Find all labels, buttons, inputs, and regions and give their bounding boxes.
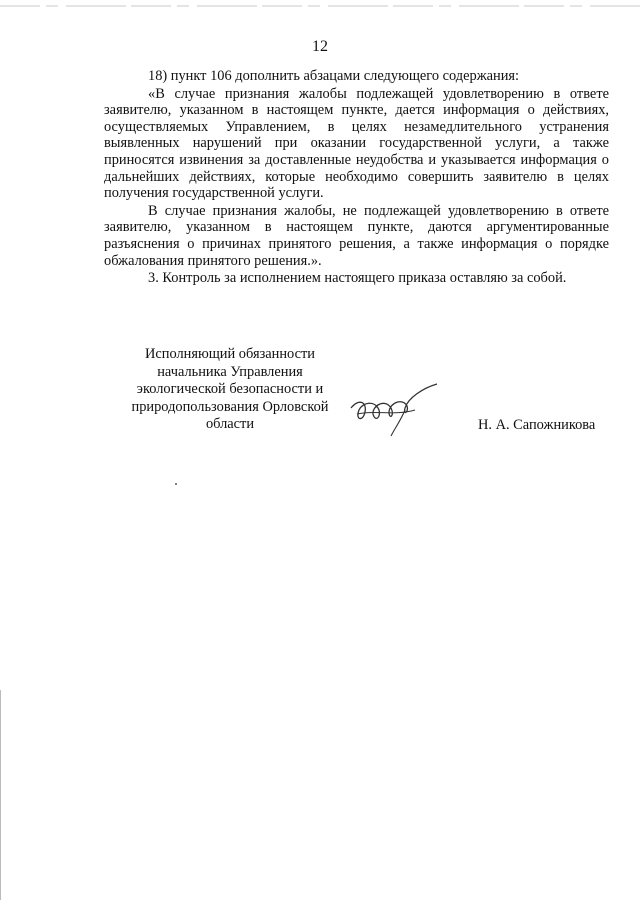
scan-left-edge [0,690,1,900]
signer-name: Н. А. Сапожникова [478,417,596,433]
signatory-position: Исполняющий обязанности начальника Управления экологической безопасности и природопользования Орловской области [131,346,329,432]
handwritten-signature [345,380,445,440]
scan-top-edge [0,4,640,8]
document-body [104,68,609,287]
page-number: 12 [312,38,328,55]
paragraph-item-18: 18) пункт 106 дополнить абзацами следующего содержания: [148,68,520,84]
scan-speck [175,483,177,485]
paragraph-item-3: 3. Контроль за исполнением настоящего приказа оставляю за собой. [148,270,567,287]
signatory-block [110,346,350,434]
paragraph-quote-rejected: В случае признания жалобы, не подлежащей удовлетворению в ответе заявителю, указанном в настоящем пункте, даются аргументированные разъяснения о причинах принятого решения, а также информация о порядке обжалования принятого решения.». [104,202,609,269]
paragraph-quote-satisfied: «В случае признания жалобы подлежащей удовлетворению в ответе заявителю, указанном в настоящем пункте, дается информация о действиях, осуществляемых Управлением, в целях незамедлительного устранения выявленных нарушений при оказании государственной услуги, а также приносятся извинения за доставленные неудобства и указывается информация о дальнейших действиях, которые необходимо совершить заявителю в целях получения государственной услуги. [104,85,609,202]
